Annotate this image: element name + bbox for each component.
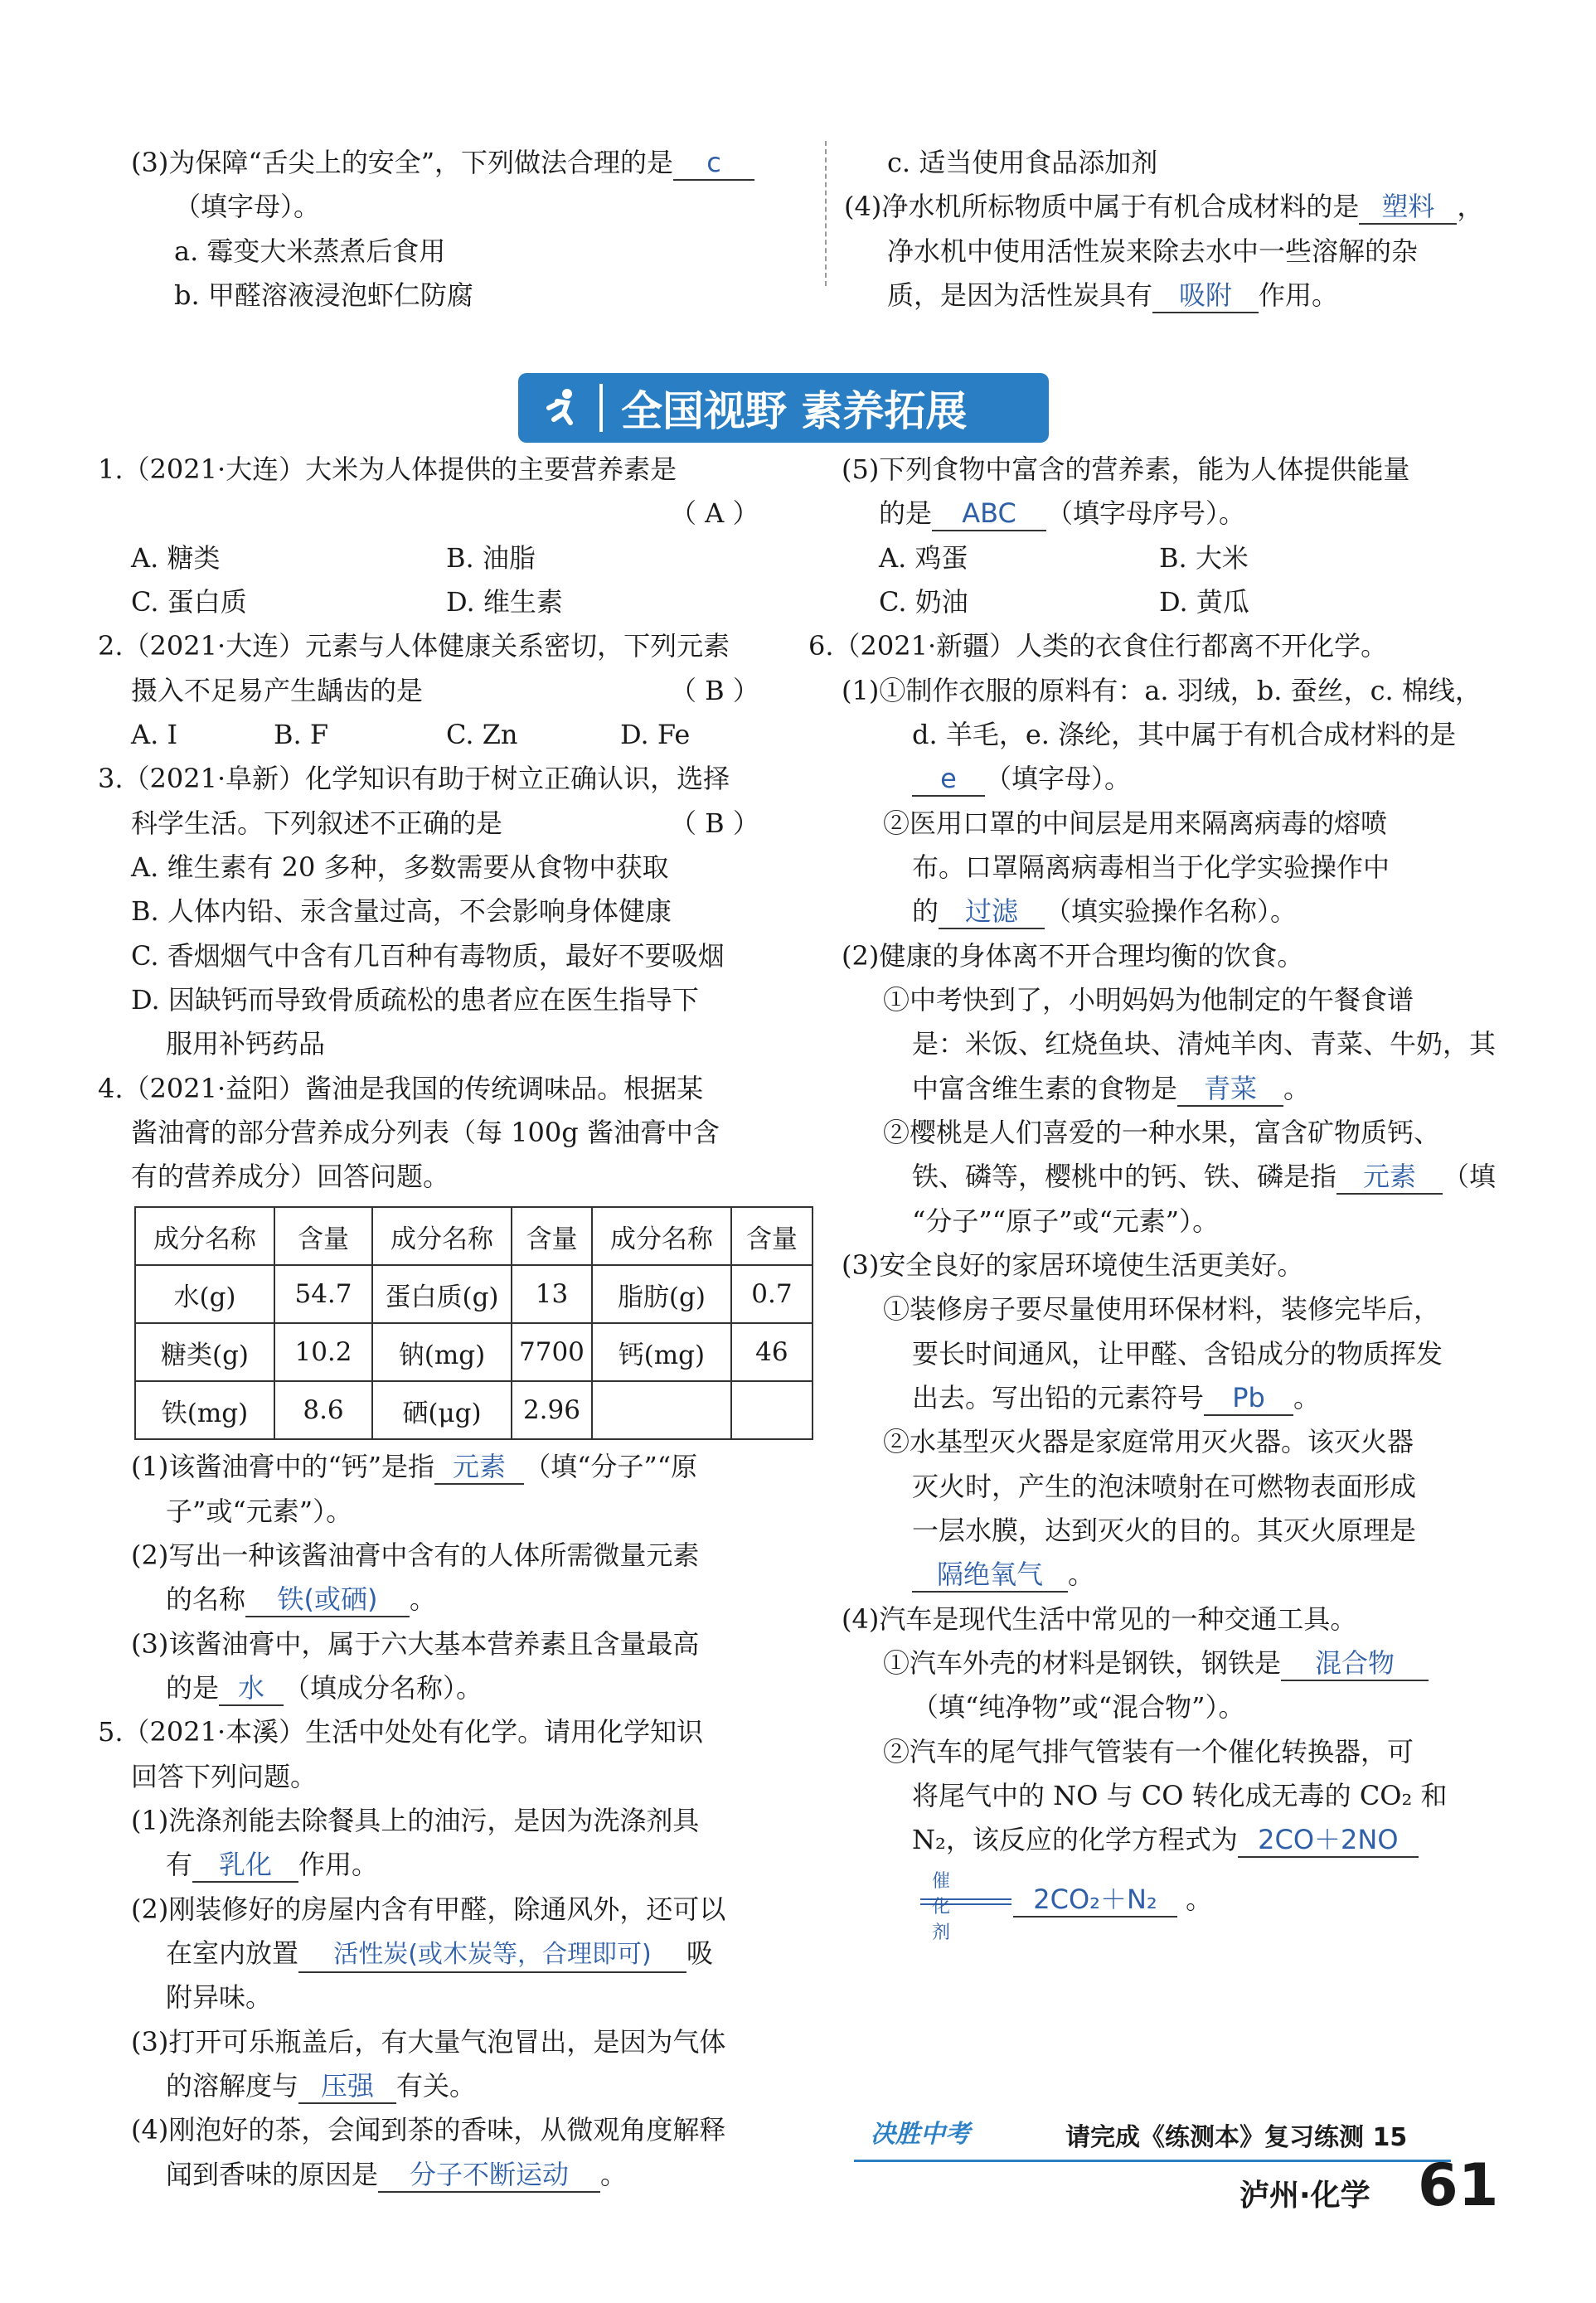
table-cell bbox=[731, 1381, 813, 1439]
text-line: 一层水膜，达到灭火的目的。其灭火原理是 bbox=[912, 1515, 1417, 1546]
table-cell: 10.2 bbox=[274, 1323, 372, 1381]
text-line: ②水基型灭火器是家庭常用灭火器。该灭火器 bbox=[883, 1426, 1414, 1457]
table-cell: 13 bbox=[512, 1265, 592, 1323]
q4-sub2: (2)写出一种该酱油膏中含有的人体所需微量元素 bbox=[131, 1539, 700, 1571]
text-line: 布。口罩隔离病毒相当于化学实验操作中 bbox=[912, 851, 1390, 883]
answer-blank: 水 bbox=[219, 1671, 284, 1706]
text-line: 附异味。 bbox=[166, 1981, 273, 2013]
answer-blank: 元素 bbox=[434, 1450, 524, 1485]
answer-blank: c bbox=[673, 146, 754, 181]
footer-bar bbox=[854, 2110, 1451, 2162]
q6-sub1-line3: e （填字母）。 bbox=[912, 761, 1131, 797]
q4-sub3-line2: 的是 水 （填成分名称）。 bbox=[166, 1670, 483, 1706]
table-cell: 8.6 bbox=[274, 1381, 372, 1439]
table-header: 成分名称 bbox=[592, 1207, 731, 1265]
text-line: “分子”“原子”或“元素”）。 bbox=[912, 1205, 1220, 1237]
q5-sub1-line2: 有 乳化 作用。 bbox=[166, 1847, 378, 1883]
table-header: 含量 bbox=[512, 1207, 592, 1265]
table-cell: 水(g) bbox=[135, 1265, 274, 1323]
nutrition-table bbox=[134, 1206, 813, 1440]
answer-blank: 青菜 bbox=[1177, 1072, 1283, 1107]
text-line: ①装修房子要尽量使用环保材料，装修完毕后， bbox=[883, 1293, 1441, 1325]
table-cell: 蛋白质(g) bbox=[372, 1265, 512, 1323]
q2-option-d: D. Fe bbox=[620, 719, 691, 750]
runner-icon bbox=[531, 379, 589, 437]
table-cell: 0.7 bbox=[731, 1265, 813, 1323]
q5-sub2-line2: 在室内放置 活性炭(或木炭等，合理即可) 吸 bbox=[166, 1936, 713, 1973]
q6-stem: 6.（2021·新疆）人类的衣食住行都离不开化学。 bbox=[808, 630, 1388, 662]
text-line: （填“纯净物”或“混合物”）。 bbox=[912, 1691, 1245, 1723]
table-header: 含量 bbox=[731, 1207, 813, 1265]
q5-stem: 5.（2021·本溪）生活中处处有化学。请用化学知识 bbox=[98, 1716, 704, 1748]
text-line: 要长时间通风，让甲醛、含铅成分的物质挥发 bbox=[912, 1338, 1443, 1370]
table-cell: 46 bbox=[731, 1323, 813, 1381]
q5-option-b: B. 大米 bbox=[1159, 542, 1249, 574]
q3-option-a: A. 维生素有 20 多种，多数需要从食物中获取 bbox=[131, 851, 669, 883]
q2-answer: （ B ） bbox=[670, 675, 759, 706]
table-cell: 硒(μg) bbox=[372, 1381, 512, 1439]
table-cell: 脂肪(g) bbox=[592, 1265, 731, 1323]
table-header: 含量 bbox=[274, 1207, 372, 1265]
q6-sub2-1-line3: 中富含维生素的食物是 青菜 。 bbox=[912, 1071, 1310, 1107]
q5-sub1: (1)洗涤剂能去除餐具上的油污，是因为洗涤剂具 bbox=[131, 1805, 700, 1836]
q5-stem: 回答下列问题。 bbox=[131, 1761, 318, 1792]
q6-sub2-2-line2: 铁、磷等，樱桃中的钙、铁、磷是指 元素 （填 bbox=[912, 1159, 1496, 1195]
equation-product: 2CO₂＋N₂ 。 bbox=[1013, 1882, 1212, 1918]
equals-line-top bbox=[920, 1898, 1011, 1900]
q4-sub3: (3)该酱油膏中，属于六大基本营养素且含量最高 bbox=[131, 1628, 700, 1660]
table-cell bbox=[592, 1381, 731, 1439]
table-header: 成分名称 bbox=[372, 1207, 512, 1265]
answer-blank: 2CO＋2NO bbox=[1238, 1823, 1419, 1858]
table-cell: 2.96 bbox=[512, 1381, 592, 1439]
table-row bbox=[135, 1381, 813, 1439]
table-cell: 钠(mg) bbox=[372, 1323, 512, 1381]
answer-blank: 元素 bbox=[1336, 1160, 1443, 1195]
q4-sub1: (1)该酱油膏中的“钙”是指 元素 （填“分子”“原 bbox=[131, 1449, 697, 1485]
answer-blank: 2CO₂＋N₂ bbox=[1013, 1883, 1177, 1918]
text-line: 灭火时，产生的泡沫喷射在可燃物表面形成 bbox=[912, 1471, 1417, 1502]
q3-option-d: 服用补钙药品 bbox=[166, 1028, 326, 1059]
table-header-row bbox=[135, 1207, 813, 1265]
answer-blank: 过滤 bbox=[939, 895, 1045, 929]
q2-stem: 摄入不足易产生龋齿的是 bbox=[131, 675, 424, 706]
answer-blank: ABC bbox=[932, 497, 1046, 531]
option-c: c. 适当使用食品添加剂 bbox=[887, 147, 1158, 178]
text-line: 是：米饭、红烧鱼块、清炖羊肉、青菜、牛奶，其 bbox=[912, 1028, 1497, 1059]
q5-sub3: (3)打开可乐瓶盖后，有大量气泡冒出，是因为气体 bbox=[131, 2026, 726, 2058]
q6-sub1: (1)①制作衣服的原料有：a. 羽绒，b. 蚕丝，c. 棉线， bbox=[842, 675, 1482, 706]
answer-blank: 乳化 bbox=[192, 1848, 298, 1883]
q3-answer: （ B ） bbox=[670, 807, 759, 839]
text-line: ②医用口罩的中间层是用来隔离病毒的熔喷 bbox=[883, 807, 1388, 839]
q1-answer: （ A ） bbox=[670, 497, 759, 529]
q2-option-c: C. Zn bbox=[446, 719, 518, 750]
q3-option-b: B. 人体内铅、汞含量过高，不会影响身体健康 bbox=[131, 895, 672, 927]
table-cell: 54.7 bbox=[274, 1265, 372, 1323]
text-line: ②樱桃是人们喜爱的一种水果，富含矿物质钙、 bbox=[883, 1117, 1441, 1148]
catalyst-label: 催化剂 bbox=[932, 1871, 951, 1943]
table-row bbox=[135, 1323, 813, 1381]
q5-option-c: C. 奶油 bbox=[879, 586, 968, 618]
equals-line-bottom bbox=[920, 1903, 1011, 1905]
q3-stem: 科学生活。下列叙述不正确的是 bbox=[131, 807, 503, 839]
answer-blank: 铁(或硒) bbox=[245, 1583, 410, 1617]
answer-blank: 分子不断运动 bbox=[378, 2158, 600, 2193]
column-divider bbox=[825, 141, 827, 286]
table-cell: 钙(mg) bbox=[592, 1323, 731, 1381]
top-q4-line1: (4)净水机所标物质中属于有机合成材料的是 塑料 ， bbox=[844, 189, 1483, 225]
q3-stem: 3.（2021·阜新）化学知识有助于树立正确认识，选择 bbox=[98, 763, 730, 794]
q5-sub4: (4)刚泡好的茶，会闻到茶的香味，从微观角度解释 bbox=[131, 2114, 726, 2145]
answer-blank: 隔绝氧气 bbox=[912, 1558, 1068, 1593]
answer-blank: e bbox=[912, 762, 985, 797]
q3-option-c: C. 香烟烟气中含有几百种有毒物质，最好不要吸烟 bbox=[131, 940, 725, 972]
text-line: 子”或“元素”）。 bbox=[166, 1496, 353, 1527]
q6-sub3-2-line4: 隔绝氧气 。 bbox=[912, 1557, 1094, 1593]
q6-sub3-1-line3: 出去。写出铅的元素符号 Pb 。 bbox=[912, 1380, 1320, 1416]
q5-sub3-line2: 的溶解度与 压强 有关。 bbox=[166, 2068, 476, 2104]
table-cell: 7700 bbox=[512, 1323, 592, 1381]
text-line: ①中考快到了，小明妈妈为他制定的午餐食谱 bbox=[883, 984, 1414, 1016]
q6-sub4-2-line3: N₂，该反应的化学方程式为 2CO＋2NO bbox=[912, 1822, 1419, 1858]
footer-note: 请完成《练测本》复习练测 15 bbox=[1065, 2123, 1408, 2152]
q6-sub4-1: ①汽车外壳的材料是钢铁，钢铁是 混合物 bbox=[883, 1646, 1429, 1681]
q1-option-a: A. 糖类 bbox=[131, 542, 221, 574]
subject-tag: 泸州·化学 bbox=[1239, 2179, 1370, 2213]
q2-option-a: A. I bbox=[131, 719, 178, 750]
page-number: 61 bbox=[1418, 2151, 1499, 2219]
q4-stem: 有的营养成分）回答问题。 bbox=[131, 1161, 450, 1192]
q1-option-d: D. 维生素 bbox=[446, 586, 563, 618]
text-line: 净水机中使用活性炭来除去水中一些溶解的杂 bbox=[887, 235, 1419, 267]
answer-blank: Pb bbox=[1204, 1381, 1293, 1416]
q4-stem: 酱油膏的部分营养成分列表（每 100g 酱油膏中含 bbox=[131, 1117, 720, 1148]
q1-option-c: C. 蛋白质 bbox=[131, 586, 247, 618]
q3-option-d: D. 因缺钙而导致骨质疏松的患者应在医生指导下 bbox=[131, 984, 699, 1016]
top-q4-line3: 质，是因为活性炭具有 吸附 作用。 bbox=[887, 278, 1338, 313]
q5-sub4-line2: 闻到香味的原因是 分子不断运动 。 bbox=[166, 2157, 627, 2193]
q6-sub1-2-line3: 的 过滤 （填实验操作名称）。 bbox=[912, 894, 1297, 929]
text-line: 将尾气中的 NO 与 CO 转化成无毒的 CO₂ 和 bbox=[912, 1780, 1448, 1811]
option-b: b. 甲醛溶液浸泡虾仁防腐 bbox=[174, 279, 473, 311]
q2-option-b: B. F bbox=[274, 719, 329, 750]
brand-logo: 决胜中考 bbox=[871, 2120, 970, 2149]
answer-blank: 混合物 bbox=[1281, 1646, 1429, 1681]
table-cell: 糖类(g) bbox=[135, 1323, 274, 1381]
q1-stem: 1.（2021·大连）大米为人体提供的主要营养素是 bbox=[98, 453, 677, 485]
q5-option-d: D. 黄瓜 bbox=[1159, 586, 1249, 618]
text-line: （填字母）。 bbox=[174, 191, 321, 222]
banner-separator bbox=[599, 384, 603, 432]
table-header: 成分名称 bbox=[135, 1207, 274, 1265]
section-banner bbox=[518, 373, 1049, 443]
answer-blank: 活性炭(或木炭等，合理即可) bbox=[298, 1938, 686, 1973]
text-line: ②汽车的尾气排气管装有一个催化转换器，可 bbox=[883, 1736, 1414, 1767]
q5-sub5: (5)下列食物中富含的营养素，能为人体提供能量 bbox=[842, 453, 1410, 485]
option-a: a. 霉变大米蒸煮后食用 bbox=[174, 235, 446, 267]
answer-blank: 塑料 bbox=[1359, 190, 1457, 225]
table-cell: 铁(mg) bbox=[135, 1381, 274, 1439]
q4-stem: 4.（2021·益阳）酱油是我国的传统调味品。根据某 bbox=[98, 1073, 704, 1104]
banner-title: 全国视野 素养拓展 bbox=[621, 387, 968, 435]
q4-sub2-line2: 的名称 铁(或硒) 。 bbox=[166, 1582, 436, 1617]
q5-option-a: A. 鸡蛋 bbox=[879, 542, 968, 574]
text-line: d. 羊毛，e. 涤纶，其中属于有机合成材料的是 bbox=[912, 719, 1457, 750]
q6-sub2: (2)健康的身体离不开合理均衡的饮食。 bbox=[842, 940, 1304, 972]
q5-sub5-line2: 的是 ABC （填字母序号）。 bbox=[879, 496, 1245, 531]
q6-sub3: (3)安全良好的家居环境使生活更美好。 bbox=[842, 1249, 1304, 1281]
q2-stem: 2.（2021·大连）元素与人体健康关系密切，下列元素 bbox=[98, 630, 730, 662]
answer-blank: 吸附 bbox=[1152, 279, 1259, 313]
answer-blank: 压强 bbox=[298, 2069, 396, 2104]
q1-option-b: B. 油脂 bbox=[446, 542, 536, 574]
q5-sub2: (2)刚装修好的房屋内含有甲醛，除通风外，还可以 bbox=[131, 1893, 726, 1925]
top-q3-line1: (3)为保障“舌尖上的安全”，下列做法合理的是 c bbox=[131, 145, 754, 181]
table-row bbox=[135, 1265, 813, 1323]
q6-sub4: (4)汽车是现代生活中常见的一种交通工具。 bbox=[842, 1603, 1357, 1635]
